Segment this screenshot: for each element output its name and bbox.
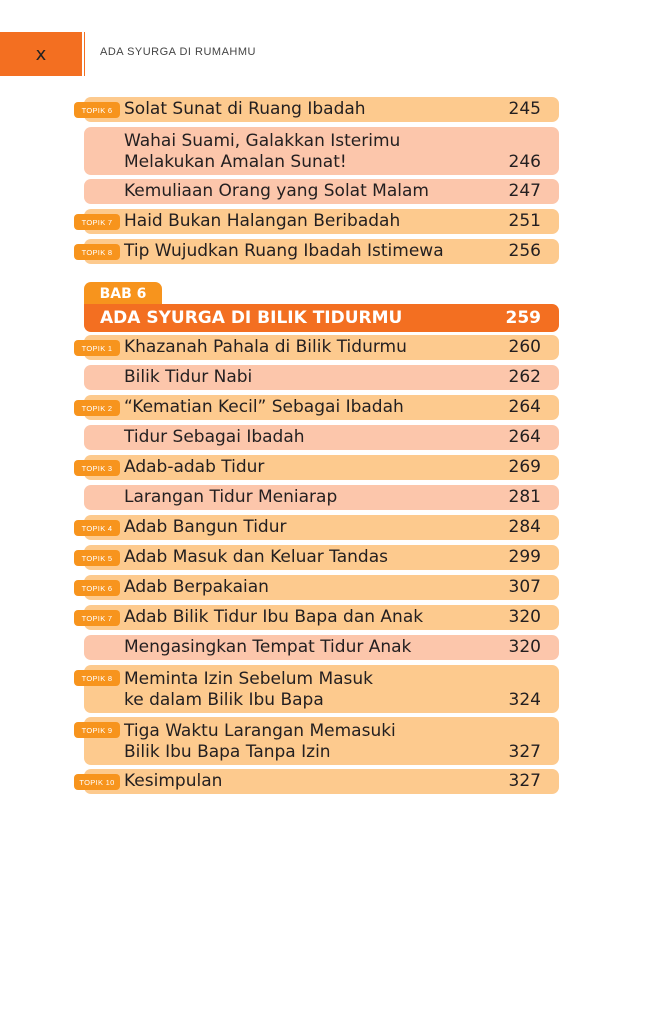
toc-entry-title: Adab Masuk dan Keluar Tandas [124,547,388,567]
toc-entry[interactable] [84,515,559,540]
toc-entry-title: Bilik Tidur Nabi [124,367,253,387]
toc-entry[interactable] [84,545,559,570]
toc-entry-page: 269 [508,457,541,477]
chapter-heading[interactable] [84,304,559,332]
toc-entry-page: 320 [508,607,541,627]
toc-entry-page: 246 [508,152,541,172]
toc-entry[interactable] [84,455,559,480]
topic-badge: TOPIK 6 [74,102,120,118]
toc-entry[interactable] [84,97,559,122]
toc-entry-page: 299 [508,547,541,567]
toc-entry-title: Mengasingkan Tempat Tidur Anak [124,637,412,657]
toc-entry-page: 327 [508,771,541,791]
chapter-page: 259 [505,308,541,328]
toc-entry-page: 284 [508,517,541,537]
topic-badge: TOPIK 5 [74,550,120,566]
toc-entry-title: Haid Bukan Halangan Beribadah [124,211,401,231]
toc-entry[interactable] [84,665,559,713]
topic-badge: TOPIK 7 [74,610,120,626]
toc-entry[interactable] [84,485,559,510]
chapter-label: BAB 6 [84,282,162,306]
topic-badge: TOPIK 10 [74,774,120,790]
toc-entry-page: 262 [508,367,541,387]
toc-entry[interactable] [84,605,559,630]
toc-entry-page: 245 [508,99,541,119]
topic-badge: TOPIK 2 [74,400,120,416]
book-title: ADA SYURGA DI RUMAHMU [100,46,256,58]
toc-entry-title: Adab Bangun Tidur [124,517,287,537]
toc-entry-title: Tidur Sebagai Ibadah [124,427,305,447]
toc-entry-title: Tip Wujudkan Ruang Ibadah Istimewa [124,241,444,261]
toc-entry-title: Adab Berpakaian [124,577,269,597]
toc-entry-title: Khazanah Pahala di Bilik Tidurmu [124,337,407,357]
toc-entry-page: 260 [508,337,541,357]
toc-entry-page: 256 [508,241,541,261]
toc-entry[interactable] [84,209,559,234]
toc-entry-page: 307 [508,577,541,597]
toc-entry-title: Tiga Waktu Larangan Memasuki Bilik Ibu Bapa Tanpa Izin [124,721,396,762]
toc-entry[interactable] [84,425,559,450]
toc-entry-title: Larangan Tidur Meniarap [124,487,338,507]
topic-badge: TOPIK 4 [74,520,120,536]
toc-entry[interactable] [84,769,559,794]
topic-badge: TOPIK 3 [74,460,120,476]
toc-entry-title: Kemuliaan Orang yang Solat Malam [124,181,429,201]
toc-entry-title: Wahai Suami, Galakkan Isterimu Melakukan Amalan Sunat! [124,131,401,172]
topic-badge: TOPIK 6 [74,580,120,596]
toc-entry[interactable] [84,717,559,765]
toc-entry-title: Solat Sunat di Ruang Ibadah [124,99,366,119]
toc-entry-title: Adab-adab Tidur [124,457,265,477]
toc-entry[interactable] [84,335,559,360]
toc-entry-page: 281 [508,487,541,507]
topic-badge: TOPIK 1 [74,340,120,356]
toc-entry[interactable] [84,239,559,264]
header-divider [84,32,85,76]
toc-entry-page: 320 [508,637,541,657]
chapter-title: ADA SYURGA DI BILIK TIDURMU [100,308,403,328]
toc-entry-page: 264 [508,427,541,447]
toc-entry[interactable] [84,127,559,175]
toc-entry[interactable] [84,179,559,204]
toc-entry-title: Adab Bilik Tidur Ibu Bapa dan Anak [124,607,424,627]
toc-entry-page: 264 [508,397,541,417]
toc-entry[interactable] [84,635,559,660]
toc-entry-title: Kesimpulan [124,771,223,791]
topic-badge: TOPIK 9 [74,722,120,738]
toc-entry-page: 251 [508,211,541,231]
topic-badge: TOPIK 8 [74,244,120,260]
toc-entry-page: 327 [508,742,541,762]
toc-entry[interactable] [84,365,559,390]
topic-badge: TOPIK 7 [74,214,120,230]
toc-entry[interactable] [84,395,559,420]
toc-entry-title: “Kematian Kecil” Sebagai Ibadah [124,397,404,417]
toc-entry-page: 324 [508,690,541,710]
toc-entry-title: Meminta Izin Sebelum Masuk ke dalam Bilik Ibu Bapa [124,669,374,710]
toc-entry[interactable] [84,575,559,600]
topic-badge: TOPIK 8 [74,670,120,686]
page-number: x [0,32,82,76]
toc-entry-page: 247 [508,181,541,201]
